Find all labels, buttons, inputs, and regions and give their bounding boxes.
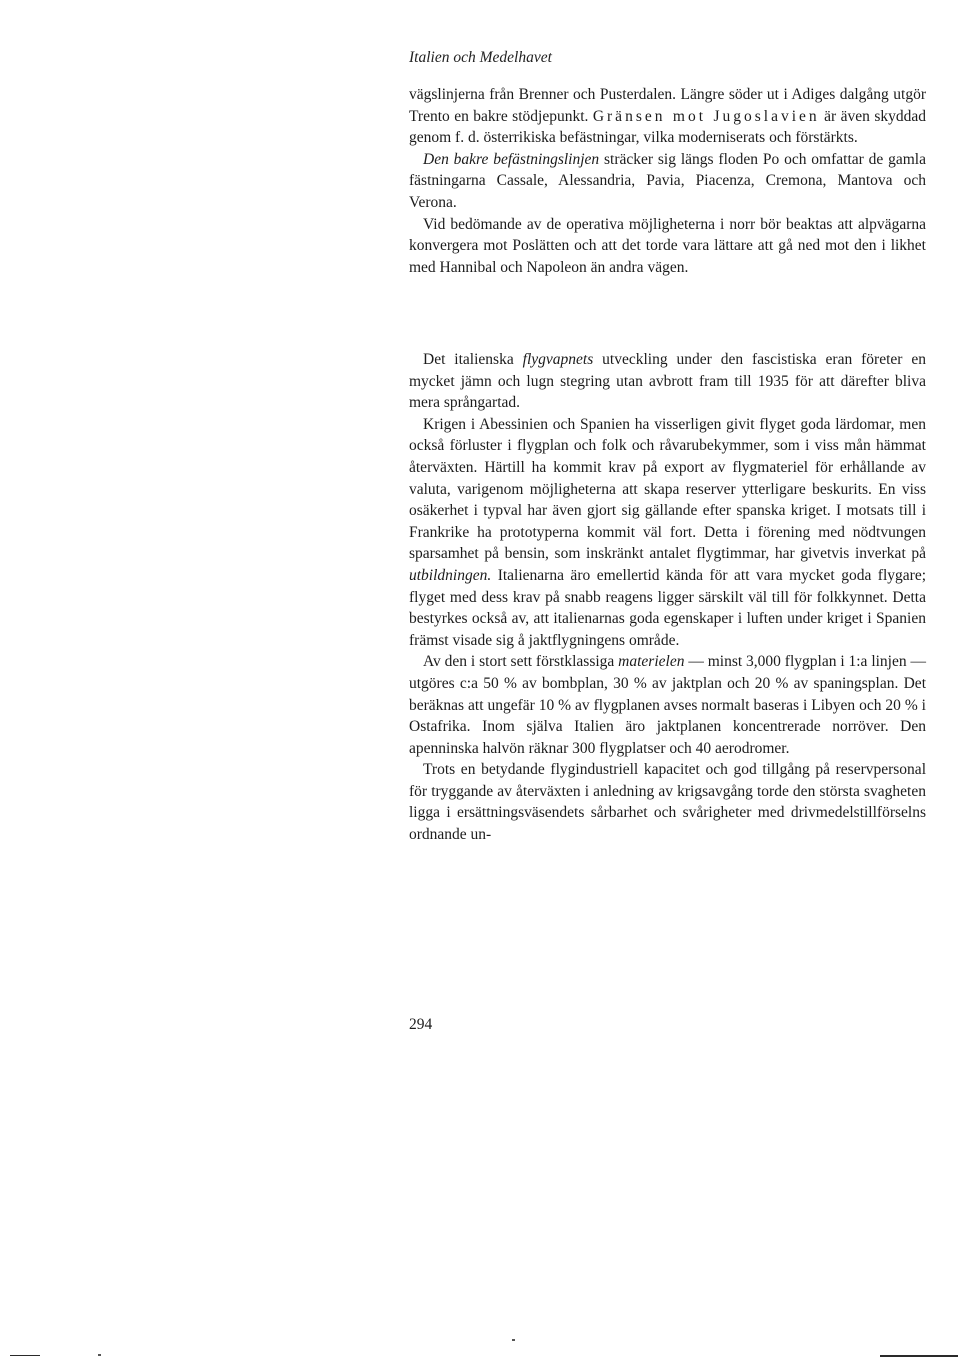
italic-term: Den bakre befästningslinjen [423,150,600,168]
italic-term: flygvapnets [522,351,594,368]
page-number: 294 [409,1016,433,1033]
section-air-force [409,349,926,846]
scan-speck [98,1354,101,1356]
italic-term: utbildningen. [409,566,492,584]
italic-term: materielen [618,653,685,671]
paragraph: Det italienska flygvapnets utveckling under den fascistiska eran företer en mycket jämn och lugn stegring utan avbrott fram till 1935 för att därefter bliva mera språngartad. [409,351,926,412]
paragraph: Krigen i Abessinien och Spanien ha visserligen givit flyget goda lärdomar, men också förluster i flygplan och folk och råvarubekymmer, som i viss mån hämmat återväxten. Härtill ha kommit krav på export av flygmateriel för erhållande av valuta, varigenom möjligheterna att skapa reserver ytterligare beskurits. En viss osäkerhet i typval har även gjort sig gällande efter spanska kriget. I motsats till i Frankrike ha prototyperna kommit väl fort. Detta i förening med nödtvungen sparsamhet på bensin, som inskränkt antalet flygtimmar, har givetvis inverkat på utbildningen. Italienarna äro emellertid kända för att vara mycket goda flygare; flyget med dess krav på snabb reagens ligger särskilt väl till för folkkynnet. Detta bestyrkes också av, att italienarnas goda egenskaper i luften under kriget i Spanien främst visade sig å jaktflygningens område. [409,415,926,649]
scan-edge-line [10,1355,40,1356]
scan-edge-line [880,1355,958,1357]
spaced-emphasis: Gränsen mot Jugoslavien [592,107,820,125]
paragraph: Den bakre befästningslinjen sträcker sig längs floden Po och omfattar de gamla fästningarna Cassale, Alessandria, Pavia, Piacenza, Cremona, Mantova och Verona. [409,150,926,211]
running-header: Italien och Medelhavet [409,49,552,66]
scan-speck [512,1339,515,1341]
paragraph: Vid bedömande av de operativa möjligheterna i norr bör beaktas att alpvägarna konvergera mot Poslätten och att det torde vara lättare att gå ned mot den i likhet med Hannibal och Napoleon än andra vägen. [409,215,926,276]
section-defense-lines [409,84,926,278]
paragraph: Trots en betydande flygindustriell kapacitet och god tillgång på reservpersonal för tryggande av återväxten i anledning av krigsavgång torde den största svagheten ligga i ersättningsväsendets sårbarhet och svårigheter med drivmedelstillförselns ordnande un- [409,761,926,844]
paragraph: vägslinjerna från Brenner och Pusterdalen. Längre söder ut i Adiges dalgång utgör Trento en bakre stödjepunkt. Gränsen mot Jugoslavien är även skyddad genom f. d. österrikiska befästningar, vilka moderniserats och förstärkts. [409,86,926,147]
paragraph: Av den i stort sett förstklassiga materielen — minst 3,000 flygplan i 1:a linjen — utgöres c:a 50 % av bombplan, 30 % av jaktplan och 20 % av spaningsplan. Det beräknas att ungefär 10 % av flygplanen avses normalt baseras i Libyen och 20 % i Ostafrika. Inom själva Italien äro jaktplanen koncentrerade norröver. Den apenninska halvön räknar 300 flygplatser och 40 aerodromer. [409,653,926,757]
